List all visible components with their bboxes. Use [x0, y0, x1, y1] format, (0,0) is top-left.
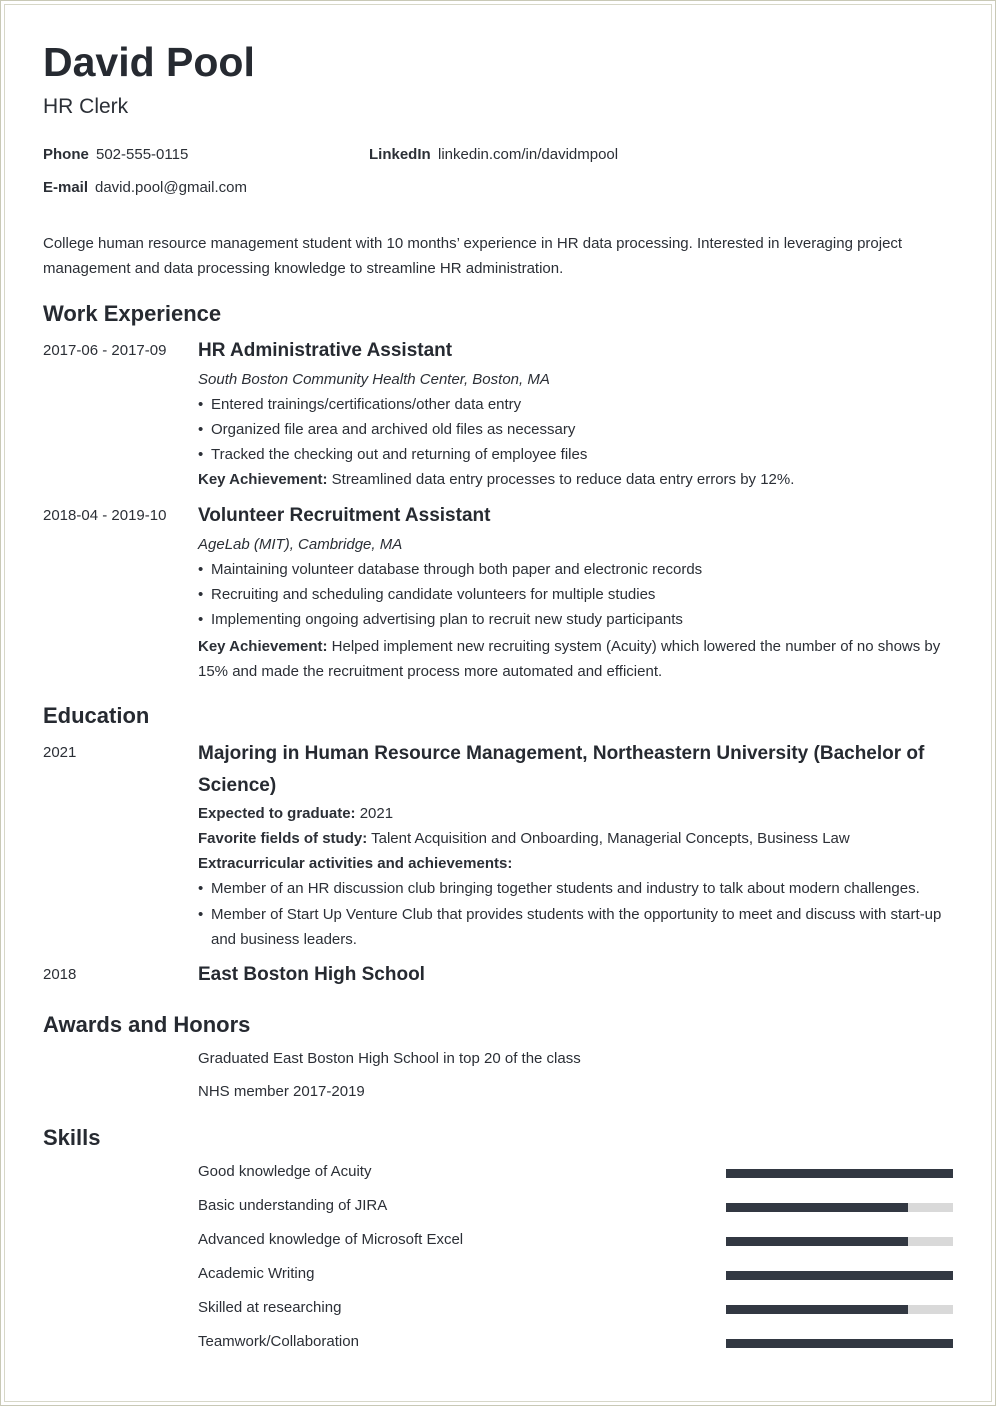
skill-level-fill — [726, 1203, 908, 1212]
skill-level-bar — [726, 1271, 953, 1280]
summary-text: College human resource management student with 10 months’ experience in HR data processing. Interested in leveraging project management and data processing knowledge to streamline HR administration. — [43, 235, 903, 277]
fields-of-study-label: Favorite fields of study: — [198, 830, 368, 847]
phone-label: Phone — [43, 146, 89, 163]
skill-name: Advanced knowledge of Microsoft Excel — [198, 1231, 464, 1248]
expected-graduation — [198, 805, 393, 822]
job-company: South Boston Community Health Center, Boston, MA — [198, 371, 550, 388]
key-achievement — [198, 471, 794, 488]
skill-level-bar — [726, 1203, 953, 1212]
key-achievement-label: Key Achievement: — [198, 638, 328, 655]
skill-name: Academic Writing — [198, 1265, 315, 1282]
job-bullet: • Maintaining volunteer database through both paper and electronic records — [211, 561, 702, 578]
email-link[interactable]: david.pool@gmail.com — [95, 179, 247, 196]
job-bullet: • Implementing ongoing advertising plan to recruit new study participants — [211, 611, 683, 628]
skill-name: Good knowledge of Acuity — [198, 1163, 372, 1180]
job-dates: 2017-06 - 2017-09 — [43, 342, 167, 359]
extracurricular-item: • Member of Start Up Venture Club that provides students with the opportunity to meet and discuss with start-up and business leaders. — [211, 902, 953, 952]
skill-name: Teamwork/Collaboration — [198, 1333, 359, 1350]
job-bullet: • Entered trainings/certifications/other data entry — [211, 396, 521, 413]
key-achievement — [198, 634, 953, 684]
email-label: E-mail — [43, 179, 89, 196]
key-achievement-label: Key Achievement: — [198, 471, 328, 488]
linkedin-link[interactable]: linkedin.com/in/davidmpool — [438, 146, 619, 163]
skills-heading: Skills — [43, 1125, 101, 1150]
linkedin-label: LinkedIn — [369, 146, 431, 163]
education-degree: East Boston High School — [198, 964, 425, 985]
education-year: 2021 — [43, 744, 77, 761]
skill-name: Basic understanding of JIRA — [198, 1197, 388, 1214]
extracurricular-item: • Member of an HR discussion club bringing together students and industry to talk about modern challenges. — [211, 880, 920, 897]
award-item: Graduated East Boston High School in top 20 of the class — [198, 1050, 581, 1067]
key-achievement-text: Streamlined data entry processes to reduce data entry errors by 12%. — [331, 471, 795, 488]
skill-level-fill — [726, 1339, 953, 1348]
skill-level-fill — [726, 1271, 953, 1280]
expected-graduation-value: 2021 — [359, 805, 394, 822]
job-dates: 2018-04 - 2019-10 — [43, 507, 167, 524]
education-degree: Majoring in Human Resource Management, Northeastern University (Bachelor of Science) — [198, 743, 925, 796]
job-company: AgeLab (MIT), Cambridge, MA — [198, 536, 403, 553]
fields-of-study-value: Talent Acquisition and Onboarding, Managerial Concepts, Business Law — [371, 830, 850, 847]
awards-heading: Awards and Honors — [43, 1012, 251, 1037]
skill-level-fill — [726, 1305, 908, 1314]
key-achievement-text: Helped implement new recruiting system (Acuity) which lowered the number of no shows by 15% and made the recruitment process more automated and efficient. — [198, 638, 941, 680]
phone-value: 502-555-0115 — [96, 146, 189, 163]
skill-level-bar — [726, 1339, 953, 1348]
skill-level-bar — [726, 1169, 953, 1178]
expected-graduation-label: Expected to graduate: — [198, 805, 356, 822]
job-bullet: • Tracked the checking out and returning of employee files — [211, 446, 587, 463]
fields-of-study — [198, 830, 850, 847]
job-bullet: • Recruiting and scheduling candidate volunteers for multiple studies — [211, 586, 655, 603]
skill-level-bar — [726, 1237, 953, 1246]
skill-name: Skilled at researching — [198, 1299, 342, 1316]
extracurricular-label: Extracurricular activities and achievements: — [198, 855, 513, 872]
job-title: HR Clerk — [43, 95, 129, 118]
job-title-entry: HR Administrative Assistant — [198, 340, 453, 361]
candidate-name: David Pool — [43, 39, 255, 85]
job-bullet: • Organized file area and archived old files as necessary — [211, 421, 575, 438]
education-heading: Education — [43, 703, 150, 728]
skill-level-fill — [726, 1169, 953, 1178]
work-experience-heading: Work Experience — [43, 301, 222, 326]
skill-level-fill — [726, 1237, 908, 1246]
education-year: 2018 — [43, 966, 77, 983]
skill-level-bar — [726, 1305, 953, 1314]
job-title-entry: Volunteer Recruitment Assistant — [198, 505, 491, 526]
award-item: NHS member 2017-2019 — [198, 1083, 365, 1100]
